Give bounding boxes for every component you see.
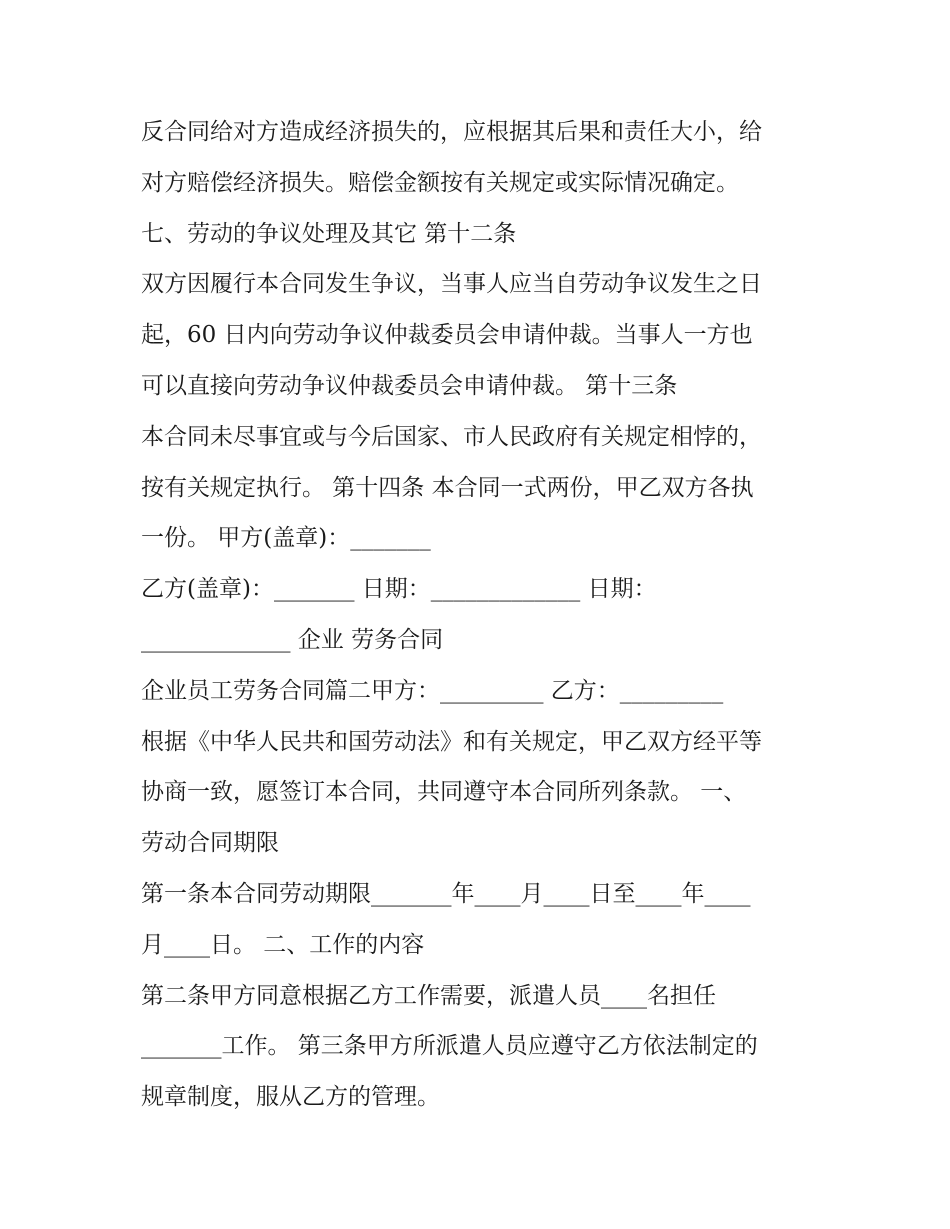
section-heading-dispute: 七、劳动的争议处理及其它 第十二条	[141, 220, 517, 247]
section-heading-term: 劳动合同期限	[141, 830, 279, 857]
text-line-08: 按有关规定执行。 第十四条 本合同一式两份，甲乙双方各执	[141, 474, 754, 501]
text-line-02: 对方赔偿经济损失。赔偿金额按有关规定或实际情况确定。	[141, 169, 739, 196]
contract-text-body	[141, 107, 821, 1123]
contract-two-header: 企业员工劳务合同篇二甲方：_________ 乙方：_________	[141, 677, 724, 704]
text-line-16: 第一条本合同劳动期限_______年____月____日至____年____	[141, 880, 751, 907]
text-line-17: 月____日。 二、工作的内容	[141, 931, 425, 958]
text-line-14: 协商一致，愿签订本合同，共同遵守本合同所列条款。 一、	[141, 779, 747, 806]
text-line-04: 双方因履行本合同发生争议，当事人应当自劳动争议发生之日	[141, 271, 762, 298]
text-line-06: 可以直接向劳动争议仲裁委员会申请仲裁。 第十三条	[141, 372, 678, 399]
signature-line-party-b: 乙方(盖章)：_______ 日期：_____________ 日期：	[141, 576, 657, 603]
text-line-07: 本合同未尽事宜或与今后国家、市人民政府有关规定相悖的，	[141, 423, 762, 450]
contract-title-line: _____________ 企业 劳务合同	[141, 626, 444, 653]
text-line-13: 根据《中华人民共和国劳动法》和有关规定，甲乙双方经平等	[141, 728, 762, 755]
text-line-18: 第二条甲方同意根据乙方工作需要，派遣人员____名担任	[141, 982, 716, 1009]
signature-line-party-a: 一份。 甲方(盖章)：_______	[141, 525, 431, 552]
text-line-01: 反合同给对方造成经济损失的，应根据其后果和责任大小，给	[141, 119, 762, 145]
text-line-05: 起，60 日内向劳动争议仲裁委员会申请仲裁。当事人一方也	[141, 322, 753, 349]
text-line-20: 规章制度，服从乙方的管理。	[141, 1084, 440, 1111]
text-line-19: _______工作。 第三条甲方所派遣人员应遵守乙方依法制定的	[141, 1033, 758, 1060]
